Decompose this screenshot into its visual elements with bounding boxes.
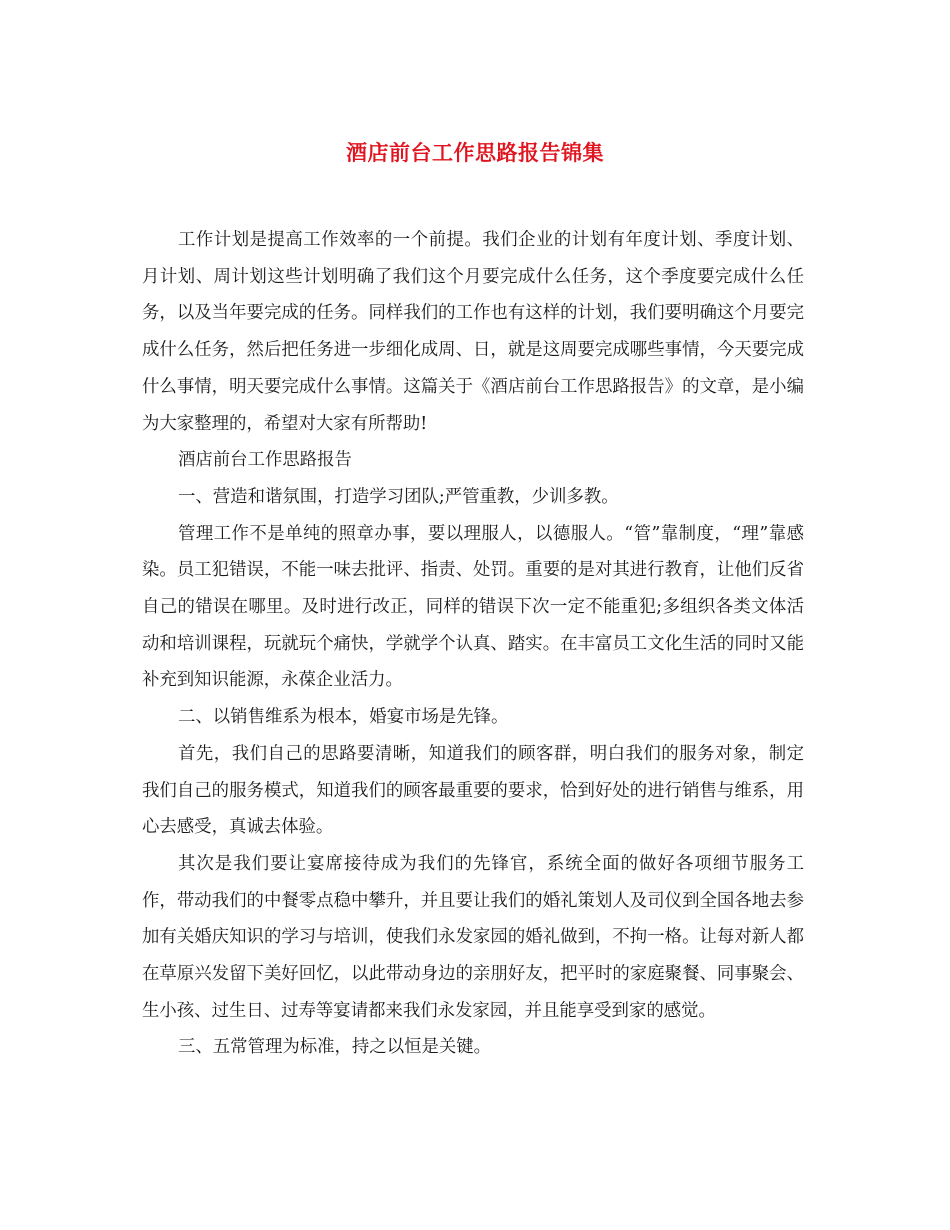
section-heading-3: 三、五常管理为标准，持之以恒是关键。	[178, 1037, 492, 1058]
paragraph-subtitle: 酒店前台工作思路报告	[178, 450, 352, 471]
paragraph-intro: 工作计划是提高工作效率的一个前提。我们企业的计划有年度计划、季度计划、月计划、周计划这些计划明确了我们这个月要完成什么任务，这个季度要完成什么任务，以及当年要完成的任务。同样我们的工作也有这样的计划，我们要明确这个月要完成什么任务，然后把任务进一步细化成周、日，就是这周要完成哪些事情，今天要完成什么事情，明天要完成什么事情。这篇关于《酒店前台工作思路报告》的文章，是小编为大家整理的，希望对大家有所帮助!	[142, 230, 804, 434]
section-heading-2: 二、以销售维系为根本，婚宴市场是先锋。	[178, 707, 509, 728]
document-body	[142, 222, 804, 1066]
paragraph-management: 管理工作不是单纯的照章办事，要以理服人，以德服人。“管”靠制度，“理”靠感染。员工犯错误，不能一味去批评、指责、处罚。重要的是对其进行教育，让他们反省自己的错误在哪里。及时进行改正，同样的错误下次一定不能重犯;多组织各类文体活动和培训课程，玩就玩个痛快，学就学个认真、踏实。在丰富员工文化生活的同时又能补充到知识能源，永葆企业活力。	[142, 523, 804, 691]
document-title: 酒店前台工作思路报告锦集	[346, 140, 604, 165]
section-heading-1: 一、营造和谐氛围，打造学习团队;严管重教，少训多教。	[178, 486, 619, 507]
paragraph-first: 首先，我们自己的思路要清晰，知道我们的顾客群，明白我们的服务对象，制定我们自己的服务模式，知道我们的顾客最重要的要求，恰到好处的进行销售与维系，用心去感受，真诚去体验。	[142, 743, 804, 838]
paragraph-second: 其次是我们要让宴席接待成为我们的先锋官，系统全面的做好各项细节服务工作，带动我们的中餐零点稳中攀升，并且要让我们的婚礼策划人及司仪到全国各地去参加有关婚庆知识的学习与培训，使我们永发家园的婚礼做到，不拘一格。让每对新人都在草原兴发留下美好回忆，以此带动身边的亲朋好友，把平时的家庭聚餐、同事聚会、生小孩、过生日、过寿等宴请都来我们永发家园，并且能享受到家的感觉。	[142, 853, 804, 1021]
